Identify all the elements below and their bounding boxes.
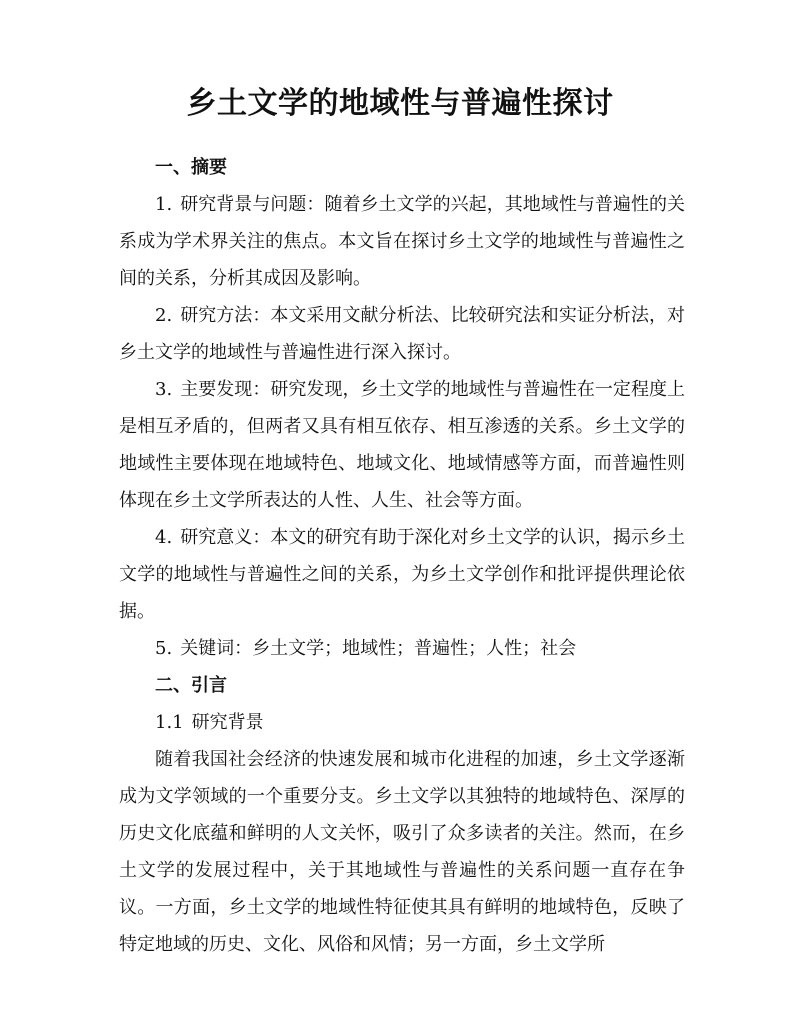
abstract-item: [119, 630, 685, 667]
intro-heading: 二、引言: [155, 675, 227, 696]
abstract-heading: 一、摘要: [155, 157, 227, 178]
abstract-item-number: 2.: [155, 305, 173, 326]
abstract-item-text: 主要发现：研究发现，乡土文学的地域性与普遍性在一定程度上是相互矛盾的，但两者又具有相互依存、相互渗透的关系。乡土文学的地域性主要体现在地域特色、地域文化、地域情感等方面，而普遍性则体现在乡土文学所表达的人性、人生、社会等方面。: [119, 379, 685, 511]
abstract-item: [119, 186, 685, 297]
abstract-item: [119, 519, 685, 630]
abstract-item-text: 关键词：乡土文学；地域性；普遍性；人性；社会: [180, 638, 577, 659]
abstract-item-number: 4.: [155, 527, 173, 548]
intro-subheading: [119, 704, 685, 741]
document-body: [119, 149, 685, 963]
document-title: 乡土文学的地域性与普遍性探讨: [186, 86, 614, 121]
abstract-item-text: 研究背景与问题：随着乡土文学的兴起，其地域性与普遍性的关系成为学术界关注的焦点。本文旨在探讨乡土文学的地域性与普遍性之间的关系，分析其成因及影响。: [119, 194, 685, 289]
intro-paragraph: 随着我国社会经济的快速发展和城市化进程的加速，乡土文学逐渐成为文学领域的一个重要分支。乡土文学以其独特的地域特色、深厚的历史文化底蕴和鲜明的人文关怀，吸引了众多读者的关注。然而，在乡土文学的发展过程中，关于其地域性与普遍性的关系问题一直存在争议。一方面，乡土文学的地域性特征使其具有鲜明的地域特色，反映了特定地域的历史、文化、风俗和风情；另一方面，乡土文学所: [119, 749, 685, 955]
abstract-item-number: 3.: [155, 379, 173, 400]
abstract-item: [119, 297, 685, 371]
intro-subheading-label: 研究背景: [191, 712, 264, 733]
abstract-item-text: 研究意义：本文的研究有助于深化对乡土文学的认识，揭示乡土文学的地域性与普遍性之间的关系，为乡土文学创作和批评提供理论依据。: [119, 527, 685, 622]
abstract-item: [119, 371, 685, 519]
abstract-item-text: 研究方法：本文采用文献分析法、比较研究法和实证分析法，对乡土文学的地域性与普遍性进行深入探讨。: [119, 305, 685, 363]
abstract-item-number: 5.: [155, 638, 173, 659]
intro-subheading-number: 1.1: [155, 712, 184, 733]
abstract-item-number: 1.: [155, 194, 173, 215]
